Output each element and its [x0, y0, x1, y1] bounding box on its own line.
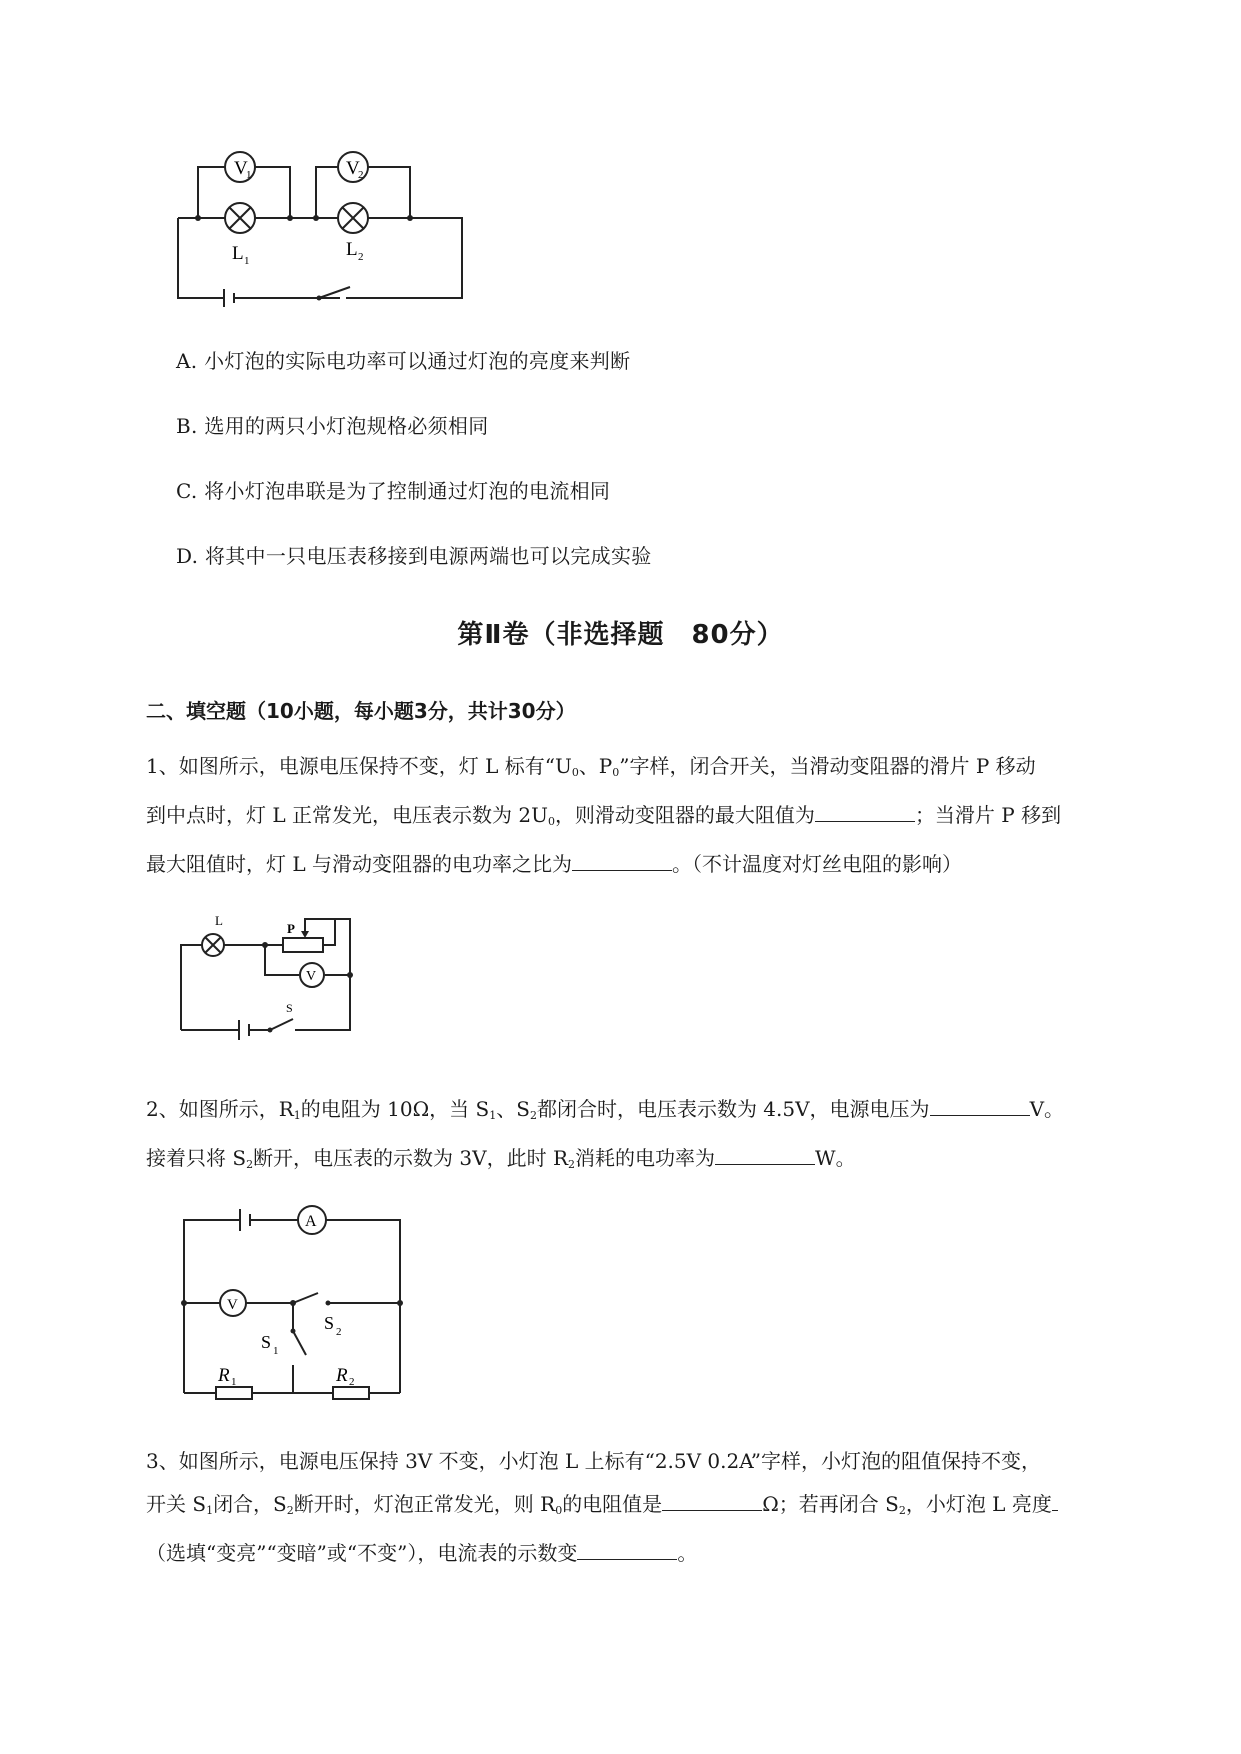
answer-blank[interactable] [715, 1142, 815, 1165]
svg-text:2: 2 [336, 1326, 342, 1338]
svg-text:1: 1 [231, 1376, 237, 1388]
label-l1: L [232, 243, 244, 264]
svg-text:1: 1 [246, 169, 252, 181]
label-v1: V [234, 158, 248, 179]
answer-blank[interactable] [662, 1488, 762, 1511]
section-title: 二、填空题（10小题，每小题3分，共计30分） [146, 699, 576, 723]
svg-text:2: 2 [349, 1376, 355, 1388]
circuit-figure-q2 [178, 1205, 408, 1400]
answer-blank[interactable] [572, 848, 672, 871]
option-a: A. 小灯泡的实际电功率可以通过灯泡的亮度来判断 [176, 349, 631, 373]
label-r2: R [336, 1365, 348, 1386]
label-p: P [287, 921, 295, 936]
option-c: C. 将小灯泡串联是为了控制通过灯泡的电流相同 [176, 479, 611, 503]
label-s1: S [261, 1332, 272, 1352]
circuit-figure-1 [170, 145, 470, 310]
label-s2: S [324, 1313, 335, 1333]
circuit-figure-q1 [175, 905, 365, 1040]
svg-text:2: 2 [358, 251, 364, 263]
option-b: B. 选用的两只小灯泡规格必须相同 [176, 414, 489, 438]
question-1: 1、如图所示，电源电压保持不变，灯 L 标有“$U_0$、$P_0$”字样，闭合开关，当滑动变阻器的滑片 P 移动 到中点时，灯 L 正常发光，电压表示数为 $2U_0$，则滑动变阻器的最大阻值为 ；当滑片 P 移到 最大阻值时，灯 L 与滑动变阻器的电功率之比为 。（不计温度对灯丝电阻的影响） [146, 754, 1062, 876]
part-title: 第Ⅱ卷（非选择题 80分） [457, 620, 784, 650]
answer-blank[interactable] [577, 1537, 677, 1560]
answer-blank[interactable] [930, 1093, 1030, 1116]
label-s: S [286, 1001, 293, 1015]
label-v2: V [346, 158, 360, 179]
label-a: A [305, 1213, 317, 1230]
label-v: V [227, 1297, 238, 1313]
label-v: V [306, 969, 317, 984]
svg-text:1: 1 [244, 255, 250, 267]
svg-text:1: 1 [273, 1345, 279, 1357]
answer-blank[interactable] [815, 799, 915, 822]
label-r1: R [218, 1365, 230, 1386]
answer-blank[interactable] [1052, 1488, 1058, 1511]
svg-text:2: 2 [358, 169, 364, 181]
label-l: L [215, 913, 223, 928]
question-3: 3、如图所示，电源电压保持 3V 不变，小灯泡 L 上标有“2.5V 0.2A”字样，小灯泡的阻值保持不变， 开关 $S_1$闭合，$S_2$断开时，灯泡正常发光，则 $R_0$的电阻值是 Ω；若再闭合 $S_2$，小灯泡 L 亮度 （选填“变亮”“变暗”或“不变”），电流表的示数变 。 [146, 1440, 1156, 1575]
label-l2: L [346, 239, 358, 260]
question-2: 2、如图所示，$R_1$的电阻为 10Ω，当 $S_1$、$S_2$都闭合时，电压表示数为 4.5V，电源电压为 V。 接着只将 $S_2$断开，电压表的示数为 3V，此时 $R_2$消耗的电功率为 W。 [146, 1088, 1156, 1186]
option-d: D. 将其中一只电压表移接到电源两端也可以完成实验 [176, 544, 652, 568]
